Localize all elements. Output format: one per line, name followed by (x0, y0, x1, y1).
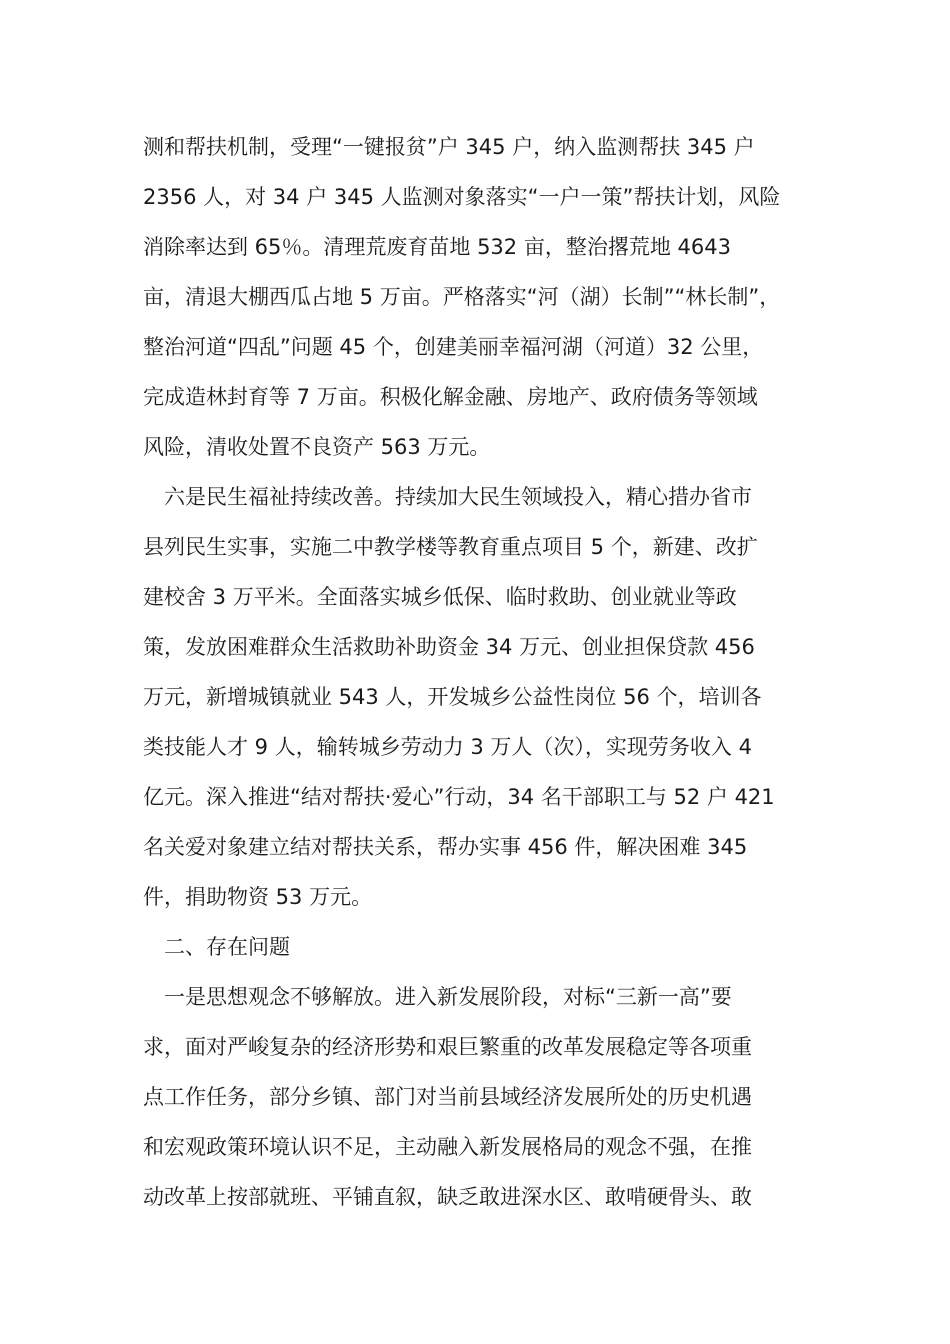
text-line: 风险，清收处置不良资产 563 万元。 (143, 435, 491, 459)
text-line: 亿元。深入推进“结对帮扶·爱心”行动，34 名干部职工与 52 户 421 (143, 785, 775, 809)
paragraph-start-line: 六是民生福祉持续改善。持续加大民生领域投入，精心措办省市 (143, 485, 752, 509)
text-line: 县列民生实事，实施二中教学楼等教育重点项目 5 个，新建、改扩 (143, 535, 758, 559)
text-line: 动改革上按部就班、平铺直叙，缺乏敢进深水区、敢啃硬骨头、敢 (143, 1185, 752, 1209)
text-line: 整治河道“四乱”问题 45 个，创建美丽幸福河湖（河道）32 公里， (143, 335, 764, 359)
text-line: 点工作任务，部分乡镇、部门对当前县域经济发展所处的历史机遇 (143, 1085, 752, 1109)
text-line: 建校舍 3 万平米。全面落实城乡低保、临时救助、创业就业等政 (143, 585, 737, 609)
paragraph-start-line: 一是思想观念不够解放。进入新发展阶段，对标“三新一高”要 (143, 985, 732, 1009)
text-line: 亩，清退大棚西瓜占地 5 万亩。严格落实“河（湖）长制”“林长制”， (143, 285, 781, 309)
document-body (143, 122, 813, 1222)
text-line: 名关爱对象建立结对帮扶关系，帮办实事 456 件，解决困难 345 (143, 835, 748, 859)
text-line: 策，发放困难群众生活救助补助资金 34 万元、创业担保贷款 456 (143, 635, 755, 659)
text-line: 完成造林封育等 7 万亩。积极化解金融、房地产、政府债务等领域 (143, 385, 758, 409)
section-heading: 二、存在问题 (143, 935, 290, 959)
text-line: 测和帮扶机制，受理“一键报贫”户 345 户，纳入监测帮扶 345 户 (143, 135, 755, 159)
text-line: 万元，新增城镇就业 543 人，开发城乡公益性岗位 56 个，培训各 (143, 685, 762, 709)
text-line: 类技能人才 9 人，输转城乡劳动力 3 万人（次），实现劳务收入 4 (143, 735, 752, 759)
text-line: 2356 人，对 34 户 345 人监测对象落实“一户一策”帮扶计划，风险 (143, 185, 781, 209)
text-line: 消除率达到 65％。清理荒废育苗地 532 亩，整治撂荒地 4643 (143, 235, 731, 259)
text-line: 件，捐助物资 53 万元。 (143, 885, 373, 909)
text-line: 和宏观政策环境认识不足，主动融入新发展格局的观念不强，在推 (143, 1135, 752, 1159)
text-line: 求，面对严峻复杂的经济形势和艰巨繁重的改革发展稳定等各项重 (143, 1035, 752, 1059)
